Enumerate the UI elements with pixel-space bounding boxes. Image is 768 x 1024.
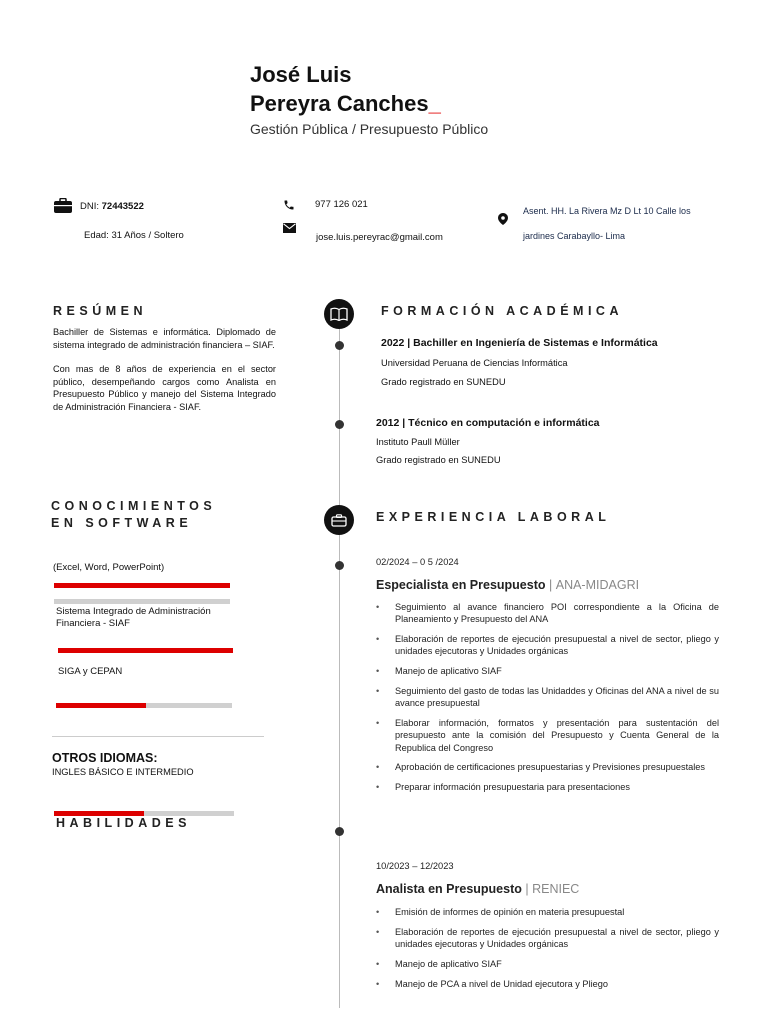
candidate-name — [250, 60, 441, 118]
idiomas-heading: OTROS IDIOMAS: — [52, 751, 158, 765]
skill-bar-siga — [56, 703, 232, 708]
habilidades-heading: HABILIDADES — [56, 816, 191, 830]
job-title — [376, 882, 579, 896]
list-item: • Manejo de aplicativo SIAF — [376, 665, 719, 677]
list-item: • Emisión de informes de opinión en materia presupuestal — [376, 906, 719, 918]
address — [523, 199, 691, 249]
briefcase-icon — [54, 198, 72, 213]
software-heading — [51, 498, 216, 532]
education-note: Grado registrado en SUNEDU — [381, 377, 506, 387]
list-item: • Elaborar información, formatos y presentación para sustentación del presupuesto ante la comisión del Presupuesto y Cuenta General de la Republica del Congreso — [376, 717, 719, 754]
timeline-dot — [335, 827, 344, 836]
phone-icon — [283, 199, 295, 211]
divider — [52, 736, 264, 737]
education-title: 2022 | Bachiller en Ingeniería de Sistemas e Informática — [381, 337, 658, 349]
list-item: • Elaboración de reportes de ejecución presupuestal a nivel de sector, pliego y unidades ejecutoras y Unidades orgánicas — [376, 633, 719, 658]
resumen-text — [53, 326, 276, 413]
job-title — [376, 578, 639, 592]
skill-label-siga: SIGA y CEPAN — [58, 666, 123, 677]
location-pin-icon — [498, 213, 508, 225]
job-organization: RENIEC — [532, 882, 580, 896]
education-title: 2012 | Técnico en computación e informática — [376, 417, 600, 429]
resumen-paragraph-1: Bachiller de Sistemas e informática. Diplomado de sistema integrado de administración financiera – SIAF. — [53, 327, 276, 350]
list-item: • Manejo de PCA a nivel de Unidad ejecutora y Pliego — [376, 978, 719, 990]
job-separator: | — [549, 578, 553, 592]
age-status: Edad: 31 Años / Soltero — [84, 230, 184, 241]
software-heading-line-2: EN SOFTWARE — [51, 516, 193, 530]
name-cursor: _ — [428, 91, 441, 116]
briefcase-icon — [324, 505, 354, 535]
skill-bar-fill — [58, 648, 233, 653]
idiomas-value: INGLES BÁSICO E INTERMEDIO — [52, 767, 194, 777]
job-separator: | — [525, 882, 529, 896]
resumen-heading: RESÚMEN — [53, 304, 148, 318]
job-date: 02/2024 – 0 5 /2024 — [376, 557, 459, 567]
email-address: jose.luis.pereyrac@gmail.com — [316, 232, 443, 243]
dni-label: DNI: — [80, 201, 99, 212]
address-line-2: jardines Carabayllo- Lima — [523, 231, 626, 241]
list-item: • Seguimiento del gasto de todas las Unidaddes y Oficinas del ANA a nivel de su avance presupuestal — [376, 685, 719, 710]
experiencia-heading: EXPERIENCIA LABORAL — [376, 510, 611, 524]
job-role: Analista en Presupuesto — [376, 882, 522, 896]
dni-value: 72443522 — [101, 201, 144, 212]
list-item: • Elaboración de reportes de ejecución presupuestal a nivel de sector, pliego y unidades ejecutoras y Unidades orgánicas — [376, 926, 719, 951]
timeline-line — [339, 314, 340, 1008]
address-line-1: Asent. HH. La Rivera Mz D Lt 10 Calle los — [523, 206, 691, 216]
job-duties — [376, 906, 719, 997]
skill-bar-office — [54, 583, 230, 588]
job-organization: ANA-MIDAGRI — [555, 578, 640, 592]
timeline-dot — [335, 420, 344, 429]
skill-bar-fill — [54, 583, 230, 588]
education-item — [376, 417, 600, 465]
software-heading-line-1: CONOCIMIENTOS — [51, 499, 217, 513]
job-duties — [376, 601, 719, 801]
skill-bar-fill — [56, 703, 146, 708]
education-institution: Universidad Peruana de Ciencias Informática — [381, 358, 568, 368]
timeline-dot — [335, 561, 344, 570]
timeline-dot — [335, 341, 344, 350]
resumen-paragraph-2: Con mas de 8 años de experiencia en el sector público, desempeñando cargos como Analista en Presupuesto Público y manejo del Sistema Integrado de Administración Financiera - SIAF. — [53, 364, 276, 412]
book-icon — [324, 299, 354, 329]
skill-bar-office-track — [54, 599, 230, 604]
job-role: Especialista en Presupuesto — [376, 578, 546, 592]
education-item — [381, 337, 658, 387]
skill-label-siaf: Sistema Integrado de Administración Financiera - SIAF — [56, 606, 211, 629]
last-name: Pereyra Canches — [250, 91, 429, 116]
education-note: Grado registrado en SUNEDU — [376, 455, 501, 465]
job-date: 10/2023 – 12/2023 — [376, 861, 454, 871]
skill-label-office: (Excel, Word, PowerPoint) — [53, 562, 165, 573]
first-name: José Luis — [250, 62, 352, 87]
phone-number: 977 126 021 — [315, 199, 368, 210]
list-item: • Aprobación de certificaciones presupuestarias y Previsiones presupuestales — [376, 761, 719, 773]
education-institution: Instituto Paull Müller — [376, 437, 460, 447]
skill-bar-siaf — [58, 648, 233, 653]
dni-line — [80, 201, 144, 212]
profession-subtitle: Gestión Pública / Presupuesto Público — [250, 121, 489, 137]
list-item: • Preparar información presupuestaria para presentaciones — [376, 781, 719, 793]
list-item: • Seguimiento al avance financiero POI correspondiente a la Oficina de Planeamiento y Presupuesto del ANA — [376, 601, 719, 626]
envelope-icon — [283, 223, 296, 233]
last-name-line — [250, 89, 441, 118]
formacion-heading: FORMACIÓN ACADÉMICA — [381, 304, 623, 318]
list-item: • Manejo de aplicativo SIAF — [376, 958, 719, 970]
